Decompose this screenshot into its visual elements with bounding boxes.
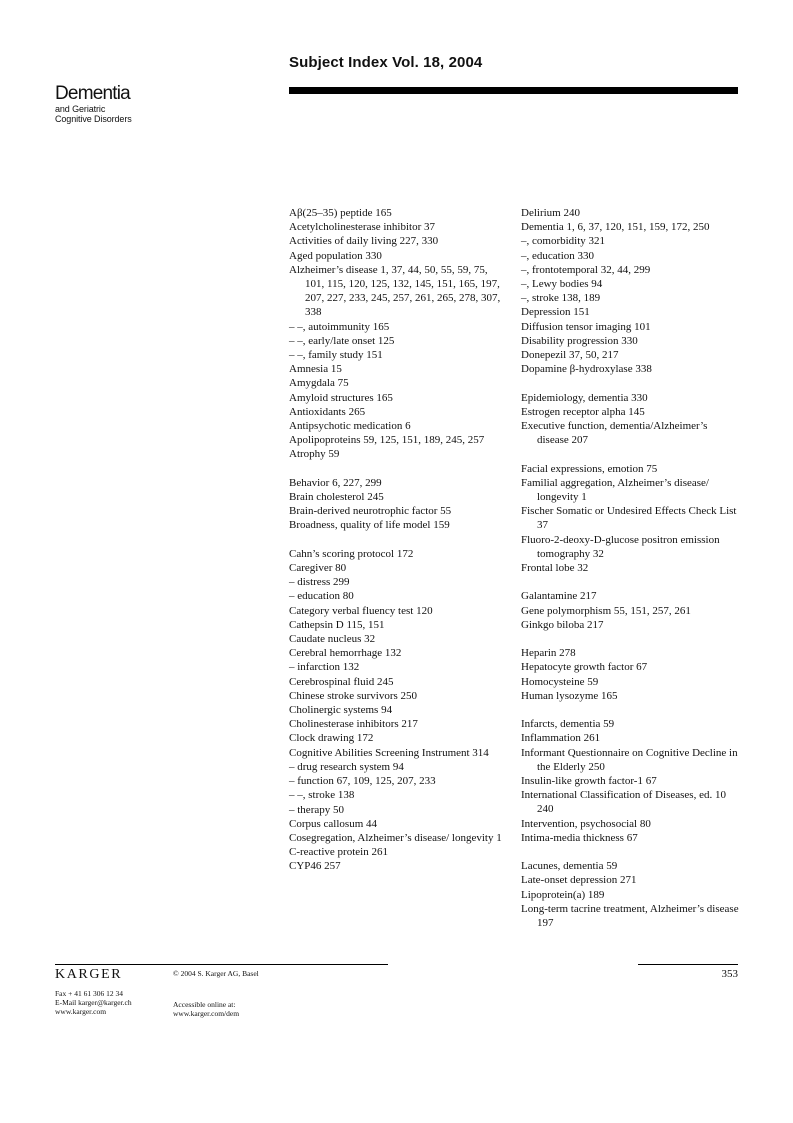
index-entry: Corpus callosum 44 bbox=[289, 817, 377, 830]
index-entry: Brain cholesterol 245 bbox=[289, 491, 384, 504]
index-entry: Familial aggregation, Alzheimer’s disease/ longevity 1 bbox=[521, 476, 709, 504]
online-label: Accessible online at: bbox=[173, 1000, 236, 1009]
footer-rule bbox=[55, 964, 388, 965]
index-entry: Clock drawing 172 bbox=[289, 732, 374, 745]
index-entry: Facial expressions, emotion 75 bbox=[521, 462, 658, 475]
index-entry: Cathepsin D 115, 151 bbox=[289, 618, 385, 631]
index-entry: Cosegregation, Alzheimer’s disease/ longevity 1 bbox=[289, 831, 502, 844]
index-subentry: – drug research system 94 bbox=[289, 760, 404, 773]
index-entry: Caregiver 80 bbox=[289, 562, 347, 575]
index-entry: Depression 151 bbox=[521, 306, 590, 319]
publisher-contact bbox=[55, 989, 132, 1016]
index-letter-gap bbox=[521, 376, 741, 390]
index-entry: Epidemiology, dementia 330 bbox=[521, 391, 648, 404]
website: www.karger.com bbox=[55, 1007, 107, 1016]
index-entry: Behavior 6, 227, 299 bbox=[289, 476, 382, 489]
index-entry: Caudate nucleus 32 bbox=[289, 633, 376, 646]
index-entry: CYP46 257 bbox=[289, 860, 341, 873]
index-entry: Chinese stroke survivors 250 bbox=[289, 689, 418, 702]
index-subentry: – education 80 bbox=[289, 590, 354, 603]
index-letter-gap bbox=[521, 575, 741, 589]
header-rule bbox=[289, 87, 738, 94]
index-entry: C-reactive protein 261 bbox=[289, 846, 388, 859]
index-entry: Brain-derived neurotrophic factor 55 bbox=[289, 505, 452, 518]
index-entry: Heparin 278 bbox=[521, 647, 576, 660]
index-column-right bbox=[521, 206, 741, 930]
index-entry: Broadness, quality of life model 159 bbox=[289, 519, 450, 532]
index-subentry: – function 67, 109, 125, 207, 233 bbox=[289, 775, 436, 788]
online-access bbox=[173, 1000, 239, 1018]
index-entry: Ginkgo biloba 217 bbox=[521, 618, 604, 631]
index-letter-gap bbox=[289, 533, 504, 547]
index-entry: Alzheimer’s disease 1, 37, 44, 50, 55, 59, 75, 101, 115, 120, 125, 132, 145, 151, 165, 197, 207, 227, 233, 245, 257, 261, 265, 278, 307, 338 bbox=[289, 263, 501, 319]
index-entry: Human lysozyme 165 bbox=[521, 689, 618, 702]
index-letter-gap bbox=[521, 703, 741, 717]
index-entry: Lipoprotein(a) 189 bbox=[521, 888, 605, 901]
index-entry: Late-onset depression 271 bbox=[521, 874, 637, 887]
fax-number: Fax + 41 61 306 12 34 bbox=[55, 989, 123, 998]
index-subentry: –, comorbidity 321 bbox=[521, 235, 606, 248]
index-entry: Aβ(25–35) peptide 165 bbox=[289, 207, 392, 219]
index-entry: Gene polymorphism 55, 151, 257, 261 bbox=[521, 604, 691, 617]
index-entry: Category verbal fluency test 120 bbox=[289, 604, 433, 617]
footer-rule bbox=[638, 964, 738, 965]
index-entry: Diffusion tensor imaging 101 bbox=[521, 320, 651, 333]
index-letter-gap bbox=[521, 845, 741, 859]
index-entry: Fluoro-2-deoxy-D-glucose positron emission tomography 32 bbox=[521, 533, 720, 560]
index-subentry: – distress 299 bbox=[289, 576, 350, 589]
publisher-logo: KARGER bbox=[55, 967, 123, 982]
email-address: E-Mail karger@karger.ch bbox=[55, 998, 132, 1007]
index-entry: Insulin-like growth factor-1 67 bbox=[521, 775, 657, 788]
index-entry: Inflammation 261 bbox=[521, 732, 601, 745]
index-entry: Cerebrospinal fluid 245 bbox=[289, 675, 394, 688]
index-entry: Dopamine β-hydroxylase 338 bbox=[521, 363, 652, 376]
index-subentry: – –, autoimmunity 165 bbox=[289, 320, 390, 333]
index-subentry: – infarction 132 bbox=[289, 661, 360, 674]
index-entry: Cerebral hemorrhage 132 bbox=[289, 647, 402, 660]
index-subentry: – therapy 50 bbox=[289, 803, 344, 816]
index-entry: Aged population 330 bbox=[289, 249, 382, 262]
index-entry: Apolipoproteins 59, 125, 151, 189, 245, 257 bbox=[289, 434, 485, 447]
index-entry: Cholinergic systems 94 bbox=[289, 704, 393, 717]
index-entry: Amyloid structures 165 bbox=[289, 391, 393, 404]
index-entry: Activities of daily living 227, 330 bbox=[289, 235, 439, 248]
index-entry: Amnesia 15 bbox=[289, 363, 342, 376]
index-entry: Delirium 240 bbox=[521, 207, 580, 219]
journal-name: Dementia bbox=[55, 83, 130, 104]
index-entry: Homocysteine 59 bbox=[521, 675, 599, 688]
index-letter-gap bbox=[289, 462, 504, 476]
index-entry: Atrophy 59 bbox=[289, 448, 340, 461]
index-entry: Informant Questionnaire on Cognitive Decline in the Elderly 250 bbox=[521, 746, 738, 773]
index-entry: Frontal lobe 32 bbox=[521, 562, 589, 575]
index-entry: Acetylcholinesterase inhibitor 37 bbox=[289, 221, 436, 234]
page-title: Subject Index Vol. 18, 2004 bbox=[289, 54, 483, 71]
index-column-left bbox=[289, 206, 504, 874]
page-number: 353 bbox=[721, 968, 738, 980]
index-entry: Intima-media thickness 67 bbox=[521, 831, 638, 844]
index-entry: Fischer Somatic or Undesired Effects Check List 37 bbox=[521, 505, 737, 532]
index-entry: Intervention, psychosocial 80 bbox=[521, 817, 651, 830]
index-entry: Hepatocyte growth factor 67 bbox=[521, 661, 648, 674]
index-entry: Dementia 1, 6, 37, 120, 151, 159, 172, 250 bbox=[521, 221, 710, 234]
index-entry: Galantamine 217 bbox=[521, 590, 597, 603]
index-entry: Estrogen receptor alpha 145 bbox=[521, 405, 645, 418]
index-letter-gap bbox=[521, 447, 741, 461]
index-entry: International Classification of Diseases, ed. 10 240 bbox=[521, 789, 726, 816]
index-subentry: –, frontotemporal 32, 44, 299 bbox=[521, 263, 651, 276]
index-subentry: –, Lewy bodies 94 bbox=[521, 278, 603, 291]
index-subentry: –, stroke 138, 189 bbox=[521, 292, 601, 305]
online-url: www.karger.com/dem bbox=[173, 1009, 240, 1018]
index-entry: Cahn’s scoring protocol 172 bbox=[289, 547, 414, 560]
index-entry: Cognitive Abilities Screening Instrument 314 bbox=[289, 746, 489, 759]
index-entry: Cholinesterase inhibitors 217 bbox=[289, 718, 418, 731]
index-subentry: – –, family study 151 bbox=[289, 349, 383, 362]
index-entry: Disability progression 330 bbox=[521, 334, 638, 347]
index-entry: Amygdala 75 bbox=[289, 377, 349, 390]
index-entry: Lacunes, dementia 59 bbox=[521, 860, 618, 873]
index-entry: Executive function, dementia/Alzheimer’s disease 207 bbox=[521, 420, 708, 447]
index-subentry: –, education 330 bbox=[521, 249, 595, 262]
copyright-notice: © 2004 S. Karger AG, Basel bbox=[173, 969, 259, 978]
index-subentry: – –, stroke 138 bbox=[289, 789, 355, 802]
index-subentry: – –, early/late onset 125 bbox=[289, 334, 395, 347]
index-letter-gap bbox=[521, 632, 741, 646]
journal-subtitle-2: Cognitive Disorders bbox=[55, 114, 132, 124]
index-entry: Antioxidants 265 bbox=[289, 405, 366, 418]
index-entry: Antipsychotic medication 6 bbox=[289, 420, 411, 433]
index-entry: Donepezil 37, 50, 217 bbox=[521, 349, 619, 362]
index-entry: Long-term tacrine treatment, Alzheimer’s disease 197 bbox=[521, 902, 739, 930]
index-entry: Infarcts, dementia 59 bbox=[521, 718, 615, 731]
journal-subtitle-1: and Geriatric bbox=[55, 104, 106, 114]
journal-logo bbox=[55, 84, 132, 124]
